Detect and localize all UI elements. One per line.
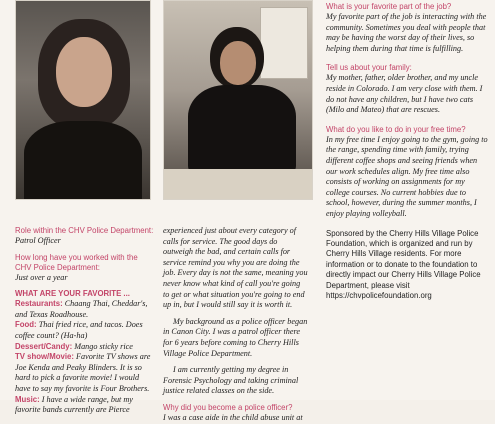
why-question: Why did you become a police officer? xyxy=(163,402,293,412)
music-value: I have a wide range, but my favorite bands currently are Pierce xyxy=(15,394,133,415)
food-label: Food: xyxy=(15,320,37,330)
officer-portrait-photo xyxy=(15,0,151,200)
paragraph-experience: experienced just about every category of calls for service. The good days do outweigh the bad, and certain calls for service remind you why you are doing the job. Every day is not the same, meaning you never know what kind of call you're going to get or what situation you're going to end up in, but I would still say it is worth it. xyxy=(163,226,308,310)
tv-label: TV show/Movie: xyxy=(15,352,74,362)
column-middle xyxy=(163,226,308,424)
restaurants-value: Chaang Thai, Cheddar's, and Texas Roadhouse. xyxy=(15,299,148,319)
how-long-question: How long have you worked with the CHV Police Department: xyxy=(15,252,138,272)
favorites-heading: WHAT ARE YOUR FAVORITE ... xyxy=(15,289,130,299)
family-question: Tell us about your family: xyxy=(326,63,412,73)
favorite-part-question: What is your favorite part of the job? xyxy=(326,2,452,11)
sponsor-note: Sponsored by the Cherry Hills Village Police Foundation, which is organized and run by Cherry Hills Village residents. For more information or to donate to the foundation to directly impact our Cherry Hills Village Police Department, please visit https://chvpolicefoundation.org xyxy=(326,228,481,300)
officer-action-photo xyxy=(163,0,313,200)
tv-value: Favorite TV shows are Joe Kenda and Peaky Blinders. It is so hard to pick a favorite movie! I would have to say my favorite is Four Brothers. xyxy=(15,352,151,393)
food-value: Thai fried rice, and tacos. Does coffee count? (Ha-ha) xyxy=(15,320,143,340)
favorite-part-answer: My favorite part of the job is interacting with the community. Sometimes you deal with people that may be having the worst day of their lives, so helping them during that time is fulfilling. xyxy=(326,12,487,53)
dessert-label: Dessert/Candy: xyxy=(15,341,73,351)
paragraph-background: My background as a police officer began in Canon City. I was a patrol officer there for 6 years before coming to Cherry Hills Village Police Department. xyxy=(163,316,308,358)
column-right xyxy=(326,2,488,301)
column-left xyxy=(15,226,155,416)
role-question: Role within the CHV Police Department: xyxy=(15,226,154,235)
dessert-value: Mango sticky rice xyxy=(74,341,133,351)
why-answer: I was a case aide in the child abuse unit at xyxy=(163,412,303,422)
family-answer: My mother, father, older brother, and my uncle reside in Colorado. I am very close with them. I do not have any children, but I have two cats (Milo and Mateo) that are rescues. xyxy=(326,73,483,115)
role-answer: Patrol Officer xyxy=(15,236,61,245)
free-time-answer: In my free time I enjoy going to the gym, going to the range, spending time with family, trying different coffee shops and seeing friends when our work schedules align. My free time also consists of working on assignments for my college courses. No current hobbies due to school, however, during the summer months, I enjoy playing volleyball. xyxy=(326,134,488,218)
free-time-question: What do you like to do in your free time? xyxy=(326,124,466,134)
restaurants-label: Restaurants: xyxy=(15,299,63,309)
paragraph-degree: I am currently getting my degree in Forensic Psychology and taking criminal justice related classes on the side. xyxy=(163,365,299,396)
how-long-answer: Just over a year xyxy=(15,272,68,282)
music-label: Music: xyxy=(15,394,40,404)
